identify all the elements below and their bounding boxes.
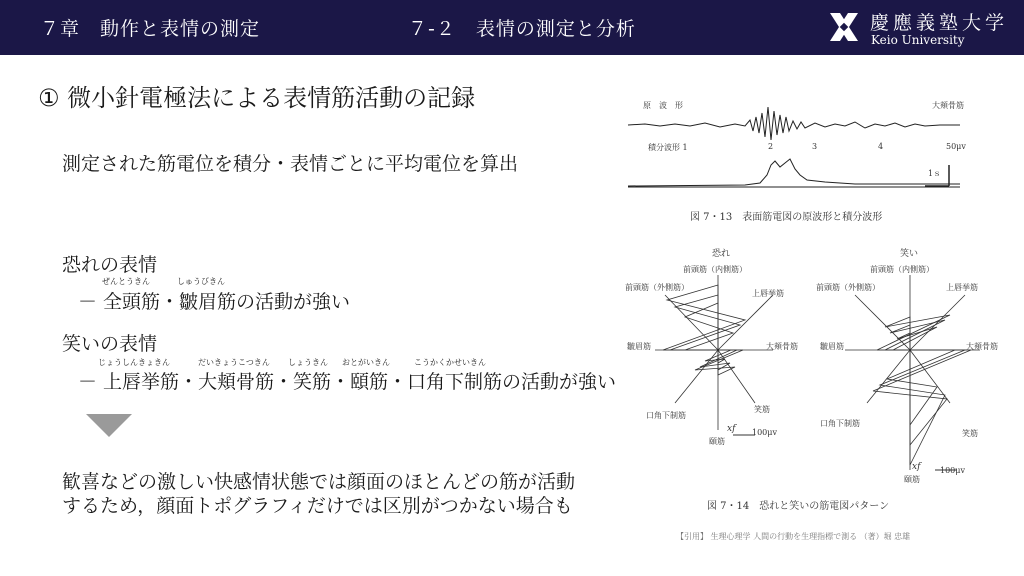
mark-4: 4 bbox=[878, 142, 884, 151]
fear-label-depressor: 口角下制筋 bbox=[646, 411, 686, 420]
fear-label-frontalis-medial: 前頭筋（内側筋） bbox=[683, 265, 747, 274]
laugh-label-zygomatic: 大頬骨筋 bbox=[966, 342, 998, 351]
fear-label-mentalis: 頤筋 bbox=[709, 437, 725, 446]
fear-bullet: － 全頭筋・皺眉筋の活動が強い bbox=[78, 291, 351, 313]
down-arrow-icon bbox=[86, 414, 132, 437]
raw-waveform-trace bbox=[628, 107, 960, 140]
fear-label-risorius: 笑筋 bbox=[754, 405, 770, 414]
figure-7-14-caption: 図 7・14 恐れと笑いの筋電図パターン bbox=[707, 501, 890, 512]
laugh-label-frontalis-lateral: 前頭筋（外側筋） bbox=[816, 283, 880, 292]
lead-text: 測定された筋電位を積分・表情ごとに平均電位を算出 bbox=[62, 153, 519, 175]
ruby-shoukin: しょうきん bbox=[288, 358, 328, 367]
laugh-heading: 笑いの表情 bbox=[62, 333, 158, 355]
time-scale: 1ｓ bbox=[928, 169, 942, 178]
fear-chart-title: 恐れ bbox=[712, 249, 731, 259]
fear-label-levator: 上唇挙筋 bbox=[752, 289, 784, 298]
figure-7-13-caption: 図 7・13 表面筋電図の原波形と積分波形 bbox=[690, 212, 883, 223]
ruby-joushinkyokin: じょうしんきょきん bbox=[98, 358, 170, 367]
scale-50uv: 50μv bbox=[946, 142, 966, 151]
laugh-label-levator: 上唇挙筋 bbox=[946, 283, 978, 292]
fear-xf-label: xf bbox=[727, 424, 736, 434]
fear-label-frontalis-lateral: 前頭筋（外側筋） bbox=[625, 283, 689, 292]
integrated-waveform-label: 積分波形 1 bbox=[648, 143, 688, 152]
fear-heading: 恐れの表情 bbox=[62, 254, 158, 276]
laugh-label-corrugator: 皺眉筋 bbox=[820, 342, 844, 351]
laugh-radar bbox=[845, 275, 980, 470]
ruby-otogaikin: おとがいきん bbox=[342, 358, 390, 367]
ruby-koukakukaseikin: こうかくかせいきん bbox=[414, 358, 486, 367]
mark-3: 3 bbox=[812, 142, 818, 151]
logo-english: Keio University bbox=[871, 33, 965, 47]
keio-pen-logo-icon bbox=[826, 9, 862, 45]
ruby-shuubikin: しゅうびきん bbox=[177, 277, 225, 286]
header-bar bbox=[0, 0, 1024, 55]
source-citation: 【引用】 生理心理学 人間の行動を生理指標で測る （著）堀 忠雄 bbox=[676, 532, 911, 541]
laugh-label-depressor: 口角下制筋 bbox=[820, 419, 860, 428]
section-label: ７-２ 表情の測定と分析 bbox=[408, 18, 636, 40]
conclusion-line-2: するため，顔面トポグラフィだけでは区別がつかない場合も bbox=[62, 495, 573, 517]
laugh-xf-label: xf bbox=[912, 462, 921, 472]
laugh-label-risorius: 笑筋 bbox=[962, 429, 978, 438]
laugh-label-frontalis-medial: 前頭筋（内側筋） bbox=[870, 265, 934, 274]
chapter-label: ７章 動作と表情の測定 bbox=[40, 18, 261, 40]
fear-label-corrugator: 皺眉筋 bbox=[627, 342, 651, 351]
logo-japanese: 慶應義塾大学 bbox=[870, 12, 1009, 34]
page-title: ① 微小針電極法による表情筋活動の記録 bbox=[38, 84, 476, 112]
laugh-label-mentalis: 頤筋 bbox=[904, 475, 920, 484]
mark-2: 2 bbox=[768, 142, 774, 151]
fear-label-zygomatic: 大頬骨筋 bbox=[766, 342, 798, 351]
zygomatic-label: 大頬骨筋 bbox=[932, 101, 964, 110]
laugh-chart-title: 笑い bbox=[900, 249, 919, 259]
raw-waveform-label: 原 波 形 bbox=[643, 101, 683, 110]
ruby-daikyoukotsukin: だいきょうこつきん bbox=[198, 358, 270, 367]
fear-scale-label: 100μv bbox=[752, 428, 777, 437]
integrated-waveform-trace bbox=[628, 159, 960, 186]
laugh-bullet: － 上唇挙筋・大頬骨筋・笑筋・頤筋・口角下制筋の活動が強い bbox=[78, 371, 617, 393]
ruby-zentoukin: ぜんとうきん bbox=[102, 277, 150, 286]
laugh-scale-label: 100μv bbox=[940, 466, 965, 475]
conclusion-line-1: 歓喜などの激しい快感情状態では顔面のほとんどの筋が活動 bbox=[62, 471, 576, 493]
